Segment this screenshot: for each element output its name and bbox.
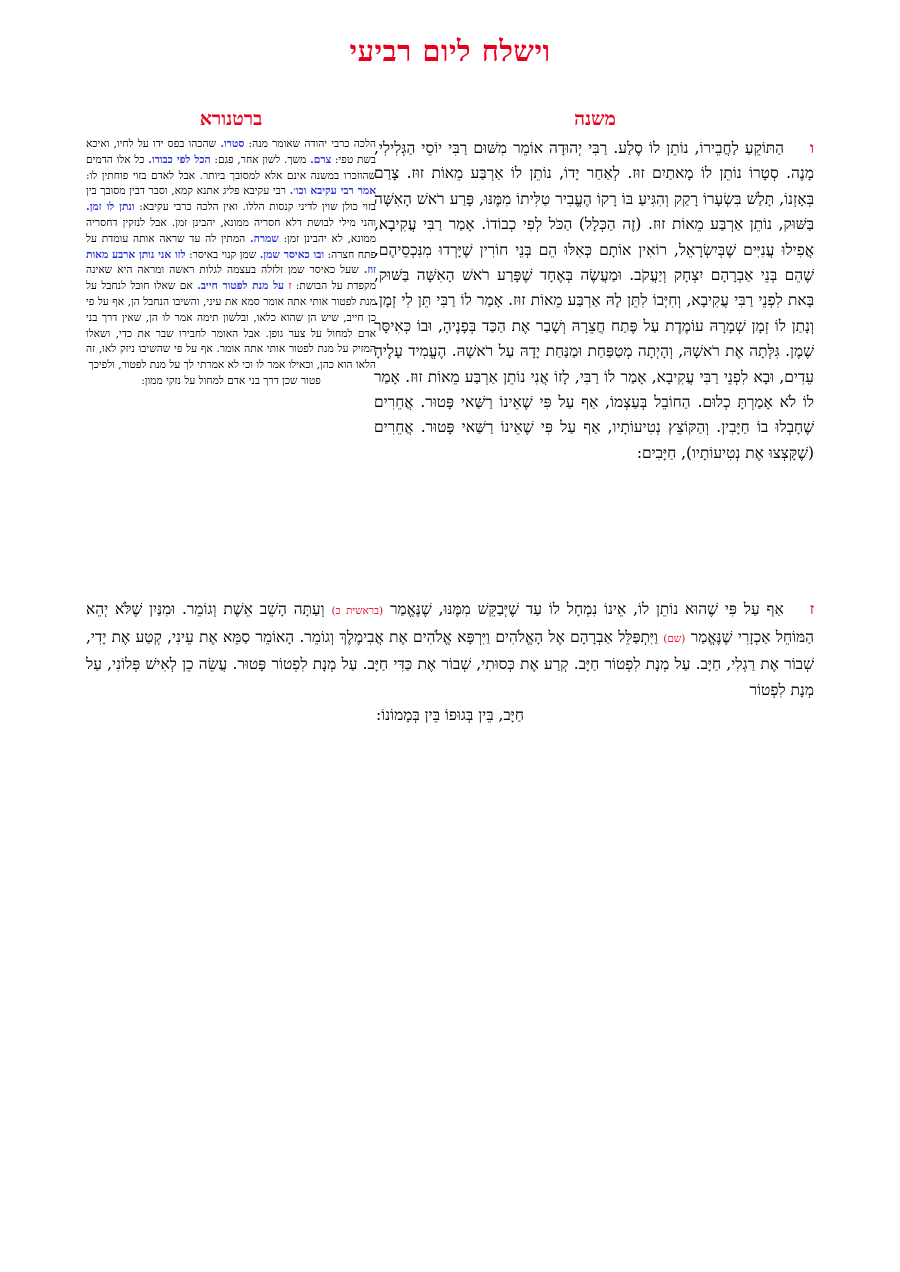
bart-text: הלכה כרבי יהודה שאומר מנה: <box>248 138 377 150</box>
bart-keyword: שמרה. <box>250 232 279 245</box>
bartenura-column <box>86 137 376 390</box>
bart-text: והני מילי לבושת דלא חסריה ממונא, יהבינן זמן. אבל לנזקין דחסריה ממונא, לא יהבינן זמן: <box>86 216 376 245</box>
bart-last-line: פטור שכן דרך בני אדם למחול על נזקי ממון: <box>141 374 321 387</box>
bart-marker-zayin: ז <box>288 280 292 293</box>
mishna-header: משנה <box>574 108 616 130</box>
bart-text: משך. לשון אחר, פגם: <box>214 153 307 166</box>
mishna-last-line: חַיָּב, בֵּין בְּגוּפוֹ בֵּין בְּמָמוֹנוֹ: <box>376 706 524 725</box>
mishna-marker-vav: ו <box>810 139 814 157</box>
page-title: וישלח ליום רביעי <box>349 34 551 68</box>
mishna-column <box>374 136 814 466</box>
bart-keyword: הכל לפי כבודו. <box>148 153 211 166</box>
bart-text: רבי עקיבא פליג אתנא קמא, וסבר דבין מסובך בין בזוי כולן שוין לדיני קנסות הללו. ואין הלכה כרבי עקיבא: <box>86 185 377 214</box>
bart-keyword: על מנת לפטור חייב. <box>197 280 285 293</box>
bart-keyword: אמר רבי עקיבא וכו׳. <box>289 185 376 198</box>
bart-text: כל אלו הדמים שהוזכרו במשנה אינם אלא למסובך ביותר. אבל לאדם בזוי פוחתין לו: <box>86 153 376 182</box>
bart-text: אם שאלו חובל לנחבל על מנת לפטור אותי אתה אומר סמא את עיני, והשיבו הנחבל הן, אף על פי כן חייב, שיש הן שהוא כלאו, ובלשון תימה אמר לו הן, שאין דרך בני אדם למחול על צער גופן. אבל האומר לחבירו שבר את כדי, ושאלו המזיק על מנת לפטור אותי אתה אומר. אף על פי שהשיבו ניזק לאו, זה הלאו הוא כהן, וכאילו אמר לו וכי לא אמרתי לך על מנת לפטור, ולפיכך <box>86 280 376 372</box>
bart-text: שמן קנוי באיסר: <box>189 248 257 261</box>
bart-keyword: סטרו. <box>220 138 245 150</box>
bart-keyword: ובו כאיסר שמן. <box>259 248 325 261</box>
bart-text: שהכהו בפס ידו על לחיו, ואיכא בשת טפי: <box>86 138 377 166</box>
mishna-full-width <box>86 597 814 729</box>
bart-text: המתין לה עד שראה אותה עומדת על פתח חצרה: <box>86 232 377 261</box>
mishna-marker-zayin: ז <box>809 600 814 618</box>
bart-text: שעל כאיסר שמן זלזלה בעצמה לגלות ראשה ומראה היא שאינה מקפדת על הבושת: <box>86 264 377 293</box>
mishna-text-1: הַתּוֹקֵעַ לַחֲבֵירוֹ, נוֹתֵן לוֹ סֶלַע. רַבִּי יְהוּדָה אוֹמֵר מִשּׁוּם רַבִּי יוֹסֵי הַגְּלִילִי, מָנֶה. סְטָרוֹ נוֹתֵן לוֹ מָאתַיִם זוּז. לְאַחַר יָדוֹ, נוֹתֵן לוֹ אַרְבַּע מֵאוֹת זוּז. צָרַם בְּאָזְנוֹ, תָּלַשׁ בִּשְׂעָרוֹ רָקַק וְהִגִּיעַ בּוֹ רָקוֹ הֶעֱבִיר טַלִּיתוֹ מִמֶּנּוּ, פָּרַע רֹאשׁ הָאִשָּׁה בַּשּׁוּק, נוֹתֵן אַרְבַּע מֵאוֹת זוּז. (זֶה הַכְּלָל) הַכֹּל לְפִי כְבוֹדוֹ. אָמַר רַבִּי עֲקִיבָא, אֲפִילוּ עֲנִיִּים שֶׁבְּיִשְׂרָאֵל, רוֹאִין אוֹתָם כְּאִלּוּ הֵם בְּנֵי חוֹרִין שֶׁיָּרְדוּ מִנִּכְסֵיהֶם, שֶׁהֵם בְּנֵי אַבְרָהָם יִצְחָק וְיַעֲקֹב. וּמַעֲשֶׂה בְּאֶחָד שֶׁפָּרַע רֹאשׁ הָאִשָּׁה בַּשּׁוּק, בָּאת לִפְנֵי רַבִּי עֲקִיבָא, וְחִיְּבוֹ לִתֵּן לָהּ אַרְבַּע מֵאוֹת זוּז. אָמַר לוֹ רַבִּי תֵּן לִי זְמָן. וְנָתַן לוֹ זְמָן שְׁמָרָהּ עוֹמֶדֶת עַל פֶּתַח חֲצֵרָהּ וְשָׁבַר אֶת הַכַּד בְּפָנֶיהָ, וּבוֹ כְּאִיסָּר שֶׁמֶן. גִּלְּתָה אֶת רֹאשָׁהּ, וְהָיְתָה מְטַפַּחַת וּמַנַּחַת יָדָהּ עַל רֹאשָׁהּ. הֶעֱמִיד עָלֶיהָ עֵדִים, וּבָא לִפְנֵי רַבִּי עֲקִיבָא, אָמַר לוֹ רַבִּי, לָזוֹ אֲנִי נוֹתֵן אַרְבַּע מֵאוֹת זוּז. אָמַר לוֹ לֹא אָמַרְתָּ כְלוּם. הַחוֹבֵל בְּעַצְמוֹ, אַף עַל פִּי שֶׁאֵינוֹ רַשַּׁאי פָּטוּר. אֲחֵרִים שֶׁחָבְלוּ בוֹ חַיָּבִין. וְהַקּוֹצֵץ נְטִיעוֹתָיו, אַף עַל פִּי שֶׁאֵינוֹ רַשַּׁאי פָּטוּר. אֲחֵרִים (שֶׁקָּצְצוּ אֶת נְטִיעוֹתָיו), חַיָּבִים: <box>374 139 814 462</box>
bart-keyword: ונתן לו זמן. <box>86 201 135 214</box>
source-reference: (בראשית כ) <box>331 605 384 617</box>
mishna-text-2b: וְעַתָּה הָשֵׁב אֵשֶׁת וְגוֹמֵר. וּמִנַּיִן שֶׁלֹּא יְהֵא הַמּוֹחֵל אַכְזָרִי שֶׁנֶּאֱמַר <box>86 600 814 646</box>
mishna-text-2a: אַף עַל פִּי שֶׁהוּא נוֹתֵן לוֹ, אֵינוֹ נִמְחָל לוֹ עַד שֶׁיְּבַקֵּשׁ מִמֶּנּוּ, שֶׁנֶּאֱמַר <box>390 600 784 618</box>
bart-keyword: לזו אני נותן ארבע מאות זוז. <box>86 248 377 277</box>
mishna-text-2c: וַיִּתְפַּלֵּל אַבְרָהָם אֶל הָאֱלֹהִים וַיִּרְפָּא אֱלֹהִים אֶת אֲבִימֶלֶךְ וְגוֹמֵר. הָאוֹמֵר סַמֵּא אֶת עֵינִי, קְטַע אֶת יָדִי, שְׁבוֹר אֶת רַגְלִי, חַיָּב. עַל מְנָת לִפְטוֹר חַיָּב. קְרַע אֶת כְּסוּתִי, שְׁבוֹר אֶת כַּדִּי חַיָּב. עַל מְנָת לִפְטוֹר פָּטוּר. עֲשֵׂה כֵן לְאִישׁ פְּלוֹנִי, עַל מְנָת לִפְטוֹר <box>86 627 814 699</box>
bartenura-header: ברטנורא <box>199 108 263 130</box>
bart-keyword: צרם. <box>310 153 332 166</box>
source-reference: (שם) <box>663 632 686 645</box>
